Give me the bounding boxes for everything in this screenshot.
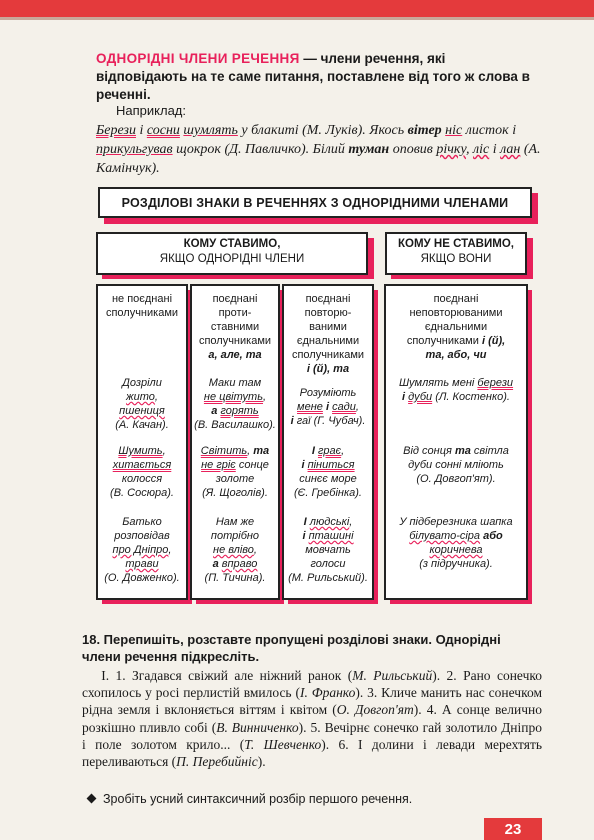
table-title: РОЗДІЛОВІ ЗНАКИ В РЕЧЕННЯХ З ОДНОРІДНИМИ ЧЛЕНАМИ [98,187,532,218]
column-adversative-conjunctions [190,284,280,600]
top-color-stripe [0,17,594,20]
column-no-conjunctions [96,284,188,600]
hint-text: Зробіть усний синтаксичний розбір першого речення. [103,792,413,806]
example-text: Берези і сосни шумлять у блакиті (М. Луків). Якось вітер ніс листок і прикульгував щокрок (Д. Павличко). Білий туман оповив річку, ліс і лан (А. Камінчук). [96,123,541,176]
column-repeated-conjunctions [282,284,374,600]
column-2-example-3: Нам же потрібно не вліво, а вправо (П. Тичина). [204,516,266,584]
column-2-head: поєднані проти- ставними сполучниками а, але, та [198,293,272,361]
task-text: І. 1. Згадався свіжий але ніжний ранок (М. Рильський). 2. Рано сонечко схопилось у росі перлистій вмилось (І. Франко). 3. Кличе манить нас сонечком рідна земля і вклоняється віттям і квітом (О. Довгоп'ят). 4. А сонце велично розкішно пливло собі (В. Винниченко). 5. Вечірнє сонечко гай золотило Дніпро і поле золотом крило... (Т. Шевченко). 6. І долини і левади мерехтять переливаються (П. Перебийніс). [82,668,543,770]
top-color-bar [0,0,594,17]
header-left-bold: КОМУ СТАВИМО, [183,238,281,250]
task-title: 18. Перепишіть, розставте пропущені розділові знаки. Однорідні члени речення підкресліть. [82,632,501,664]
column-1-example-3: Батько розповідав про Дніпро, трави (О. Довженко). [104,516,180,584]
column-3-example-3: І людські, і пташині мовчать голоси (М. Рильський). [288,516,368,584]
column-2-example-2: Світить, та не гріє сонце золоте (Я. Щоголів). [200,445,270,499]
header-comma-not-used [385,232,527,275]
column-4-head: поєднані неповторюваними єднальними сполучниками і (й), та, або, чи [406,293,506,361]
column-3-example-1: Розуміють мене і сади, і гаї (Г. Чубач). [290,387,366,427]
column-4-example-2: Від сонця та світла дуби сонні мліють (О. Довгоп'ят). [403,445,509,485]
example-label: Наприклад: [116,103,186,118]
definition [96,50,540,104]
column-3-example-2: І грає, і піниться синєє море (Є. Гребінка). [293,445,362,499]
column-2-example-1: Маки там не цвітуть, а горять (В. Василашко). [194,377,276,431]
definition-term: ОДНОРІДНІ ЧЛЕНИ РЕЧЕННЯ [96,51,300,66]
header-right-bold: КОМУ НЕ СТАВИМО, [398,238,514,250]
definition-text: — члени речення, які відповідають на те саме питання, поставлене від того ж слова в реченні. [96,51,530,102]
column-3-head: поєднані повторю- ваними єднальними сполучниками і (й), та [291,293,365,375]
header-right-normal: ЯКЩО ВОНИ [420,253,492,265]
header-comma-used [96,232,368,275]
column-4-example-1: Шумлять мені берези і дуби (Л. Костенко). [398,377,514,403]
diamond-bullet-icon [87,794,97,804]
column-4-example-3: У підберезника шапка білувато-сіра або коричнева (з підручника). [399,516,513,570]
column-1-example-2: Шумить, хитається колосся (В. Сосюра). [110,445,174,499]
task-hint [88,792,412,806]
column-no-comma [384,284,528,600]
header-left-normal: ЯКЩО ОДНОРІДНІ ЧЛЕНИ [159,253,305,265]
column-1-head: не поєднані сполучниками [105,293,179,319]
page-number: 23 [484,818,542,840]
column-1-example-1: Дозріли жито, пшениця (А. Качан). [115,377,169,431]
